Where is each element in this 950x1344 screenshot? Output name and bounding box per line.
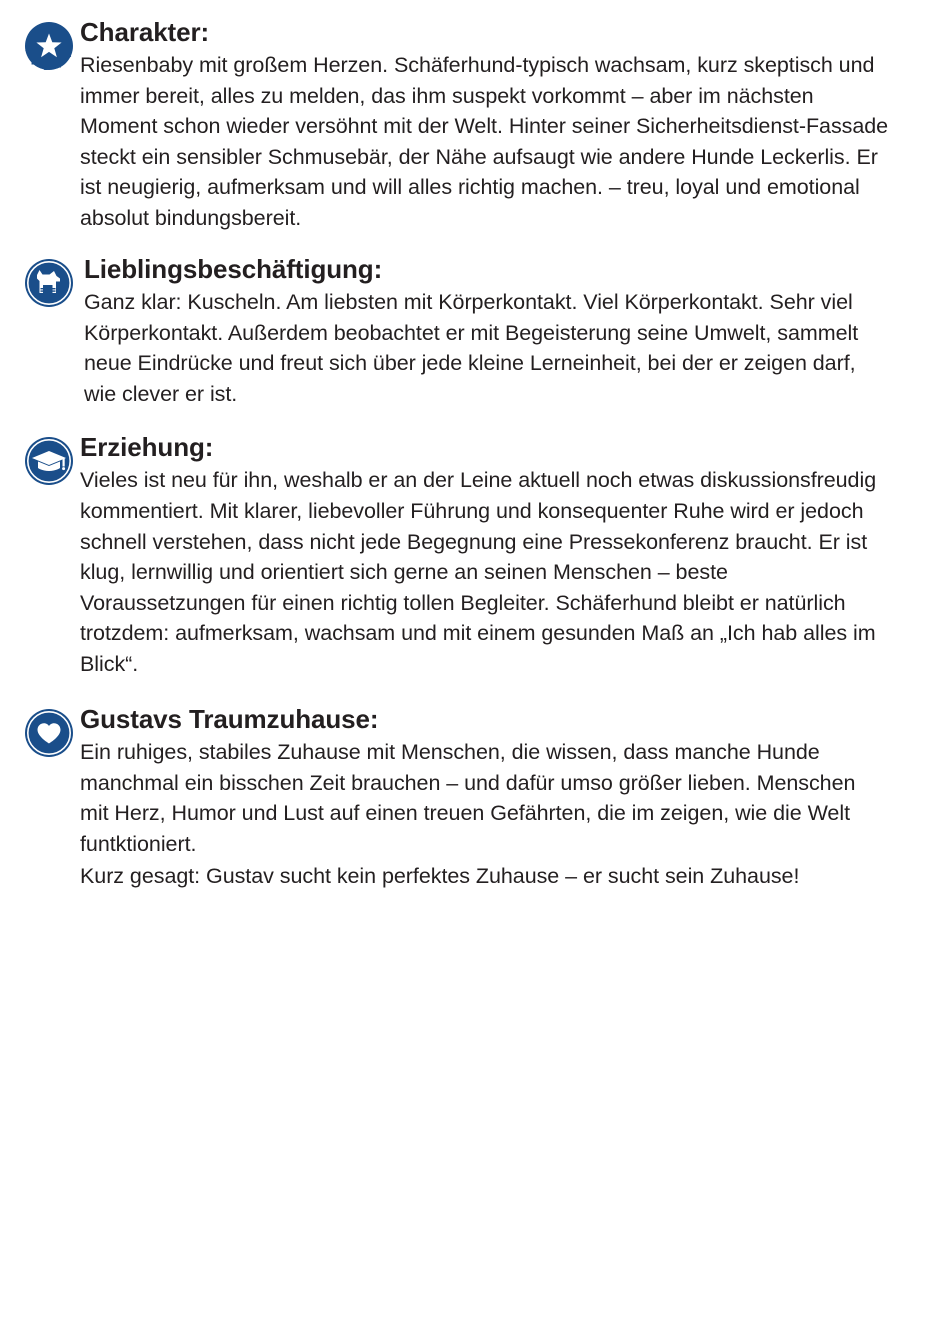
section-erziehung [18,433,910,679]
section-title-erziehung: Erziehung: [80,432,214,463]
section-title-traumzuhause: Gustavs Traumzuhause: [80,704,379,735]
dog-icon [25,259,73,307]
section-title-lieblingsbeschaeftigung: Lieblingsbeschäftigung: [84,254,383,285]
section-text-charakter: Riesenbaby mit großem Herzen. Schäferhund-typisch wachsam, kurz skeptisch und immer bereit, alles zu melden, das ihm suspekt vorkommt – aber im nächsten Moment schon wieder versöhnt mit der Welt. Hinter seiner Sicherheitsdienst-Fassade steckt ein sensibler Schmusebär, der Nähe aufsaugt wie andere Hunde Leckerlis. Er ist neugierig, aufmerksam und will alles richtig machen. – treu, loyal und emotional absolut bindungsbereit. [80,53,889,230]
section-body-traumzuhause [80,705,910,892]
section-text-erziehung: Vieles ist neu für ihn, weshalb er an der Leine aktuell noch etwas diskussionsfreudig kommentiert. Mit klarer, liebevoller Führung und konsequenter Ruhe wird er jedoch schnell verstehen, dass nicht jede Begegnung eine Pressekonferenz braucht. Er ist klug, lernwillig und orientiert sich gerne an seinen Menschen – beste Voraussetzungen für einen richtig tollen Begleiter. Schäferhund bleibt er natürlich trotzdem: aufmerksam, wachsam und mit einem gesunden Maß an „Ich hab alles im Blick“. [80,468,877,676]
heart-icon [25,709,73,757]
section-text-lieblingsbeschaeftigung: Ganz klar: Kuscheln. Am liebsten mit Körperkontakt. Viel Körperkontakt. Sehr viel Körperkontakt. Außerdem beobachtet er mit Begeisterung seine Umwelt, sammelt neue Eindrücke und freut sich über jede kleine Lerneinheit, bei der er zeigen darf, wie clever er ist. [84,290,859,406]
section-body-charakter [80,18,910,233]
section-body-erziehung [80,433,910,679]
section-text-traumzuhause: Ein ruhiges, stabiles Zuhause mit Menschen, die wissen, dass manche Hunde manchmal ein bisschen Zeit brauchen – und dafür umso größer lieben. Menschen mit Herz, Humor und Lust auf einen treuen Gefährten, die im zeigen, wie die Welt funtktioniert. [80,740,856,856]
icon-container-lieblingsbeschaeftigung [18,255,80,307]
icon-container-traumzuhause [18,705,80,757]
section-title-charakter: Charakter: [80,17,210,47]
icon-container-erziehung [18,433,80,485]
graduation-cap-icon [25,437,73,485]
section-lieblingsbeschaeftigung [18,255,910,409]
section-traumzuhause [18,705,910,892]
section-charakter [18,18,910,233]
section-text-traumzuhause-closing: Kurz gesagt: Gustav sucht kein perfektes Zuhause – er sucht sein Zuhause! [80,864,800,889]
icon-container-charakter [18,18,80,70]
star-badge-icon [25,22,73,70]
section-body-lieblingsbeschaeftigung [80,255,910,409]
